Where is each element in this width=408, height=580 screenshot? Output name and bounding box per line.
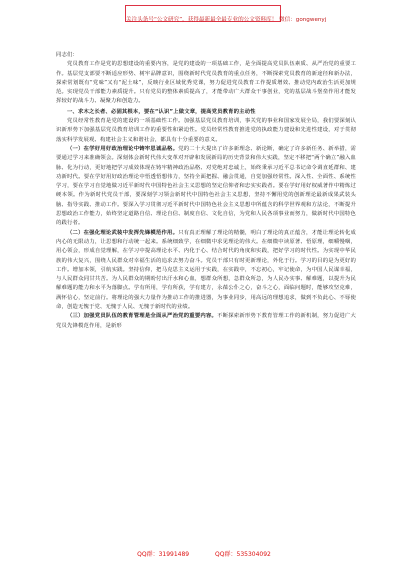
document-body xyxy=(56,40,356,331)
promo-banner xyxy=(125,5,327,23)
footer-qq-2 xyxy=(215,551,271,558)
footer-qq-1 xyxy=(137,551,189,558)
footer-qq-number-2: 535304092 xyxy=(236,551,271,558)
subsection-lead: （三）加强党员队伍的教育管理是全面从严治党的重要内容。 xyxy=(67,313,218,320)
footer-contacts xyxy=(0,549,408,558)
footer-qq-label-2: QQ群： xyxy=(215,551,237,558)
paragraph-section-1: 党员经常性教育是党的建设的一项基础性工作。加强基层党员教育培训，事关党的事业和国家发展全局，我们要深刻认识新形势下加强基层党员教育培训工作的重要性和紧迫性。党员经常性教育推进党的执政能力建设和先进性建设，对于贯彻落实科学发展观、构建社会主义和谐社会，都具有十分重要的意义。 xyxy=(56,118,356,143)
footer-qq-label-1: QQ群： xyxy=(137,551,159,558)
paragraph-subsection-1: （一）在学好用好政治理论中铸牢思诚品格。党的二十大提出了许多新理念、新论断，确定了许多新任务、新举措，需要通过学习来准确领会。深刻体会新时代伟大变革对开辟和发展新局的历史背景和伟大实践，坚定不移把“两个确立”融入血脉、化为行动，更好地把学习成效体现在铸牢精神政治品格、对党绝对忠诚上，始终秉承习近平总书记命令调直延群和、建功新时代。要在学好用好政治理论中悟透悟想伟力，坚持全面把握、融会贯通，自觉加强经常性。深入性、全面性、系统性学习，要在学习自觉地做习近平新时代中国特色社会主义思想的坚定信仰者和忠实实践者。要在学好用好权威著作中精炼过硬本领。作为新时代党员干部，要深刻学习领会新时代中国特色社会主义思想，坚持不懈用党的创新理论最新成果武装头脑、指导实践、推动工作。要深入学习贯彻习近平新时代中国特色社会主义思想中所蕴含的科学世界观和方法论，不断提升思想政治工作能力，始终坚定道路自信、理论自信、制度自信、文化自信，为党和人民各项事业而努力，做新时代中国特色的践行者。 xyxy=(56,145,356,227)
paragraph-subsection-3: （三）加强党员队伍的教育管理是全面从严治党的重要内容。不断探索新形势下教育管理工作的新机制，努力促进广大党员先锋模范作用，是新形 xyxy=(56,313,356,329)
section-heading-1: 一、求木之长者、必固其根本，要在“认识”上做文章，提高党员教育的主动性 xyxy=(67,108,256,115)
footer-qq-number-1: 31991489 xyxy=(158,551,190,558)
subsection-lead: （一）在学好用好政治理论中铸牢思诚品格。 xyxy=(67,145,179,152)
paragraph-intro: 党员教育工作是党的思想建设的重要内容，是党的建设的一项基础工作，是全面提高党员队伍素质、从严治党的重要工作。基层党支部要不断适应形势、树牢品牌意识，围绕新时代党员教育的重点任务，不断探索党员教育的新途径和新办法，探索常划既有“党味”又有“泥土味”，反映行业区域优秀党课，努力促进党员教育工作提质增效、推动党内政治生活更加规范。实现党员干部能力素质提升。只有党员的整体素质提高了，才能带动广大群众干事创业，党的基层战斗堡垒作用才能发挥较好的战斗力、凝聚力和创造力。 xyxy=(56,61,356,105)
promo-banner-text: 关注头条号“公文研究”，获得最新最全最专业的公文资料库！ 微信：gongwenyj xyxy=(126,17,327,23)
subsection-lead: （二）在强化理论武装中发挥先锋模范作用。 xyxy=(67,229,179,236)
paragraph-subsection-2: （二）在强化理论武装中发挥先锋模范作用。只有真正理解了理论的精髓，明白了理论的真正蕴含，才能让理论转化成内心的无限动力，让思想和行动统一起来。系统细致学，在细微中求见理论的伟大。在细微中读原著、悟原理，细嚼慢咽，用心领会，形成自觉理解，在学习中提高理论水平、内化于心、结合时代的角度和实践，把好学习的时代性。为实现中华民族的伟大复兴，围绕人民群众对幸福生活的追求去努力奋斗。党员干部只有时更新理论，外化于行。学习的目的是为更好的工作。增加本领，引航实践。坚持信仰，把马克思主义运用于实践，在实践中，不忘初心，牢记使命，为中国人民谋幸福，与人民群众同甘共苦。为人民群众的期盼付出汗水和心血，想群众所想，急群众所急，为人民办实事、解难题，以提升为民解难题的能力和水平为落脚点。学有所用，学有所获，学有建方，永葆公仆之心，奋斗之心，面临问题时，能够攻坚克难，满怀信心，坚定前行。将理论的强大力量作为推动工作的推进器，为事业同步，用高远的理想追求，做到不负此心、不辱使命，创造无愧于党、无愧于人民、无愧于新时代的业绩。 xyxy=(56,229,356,311)
salutation: 同志们： xyxy=(56,52,78,58)
